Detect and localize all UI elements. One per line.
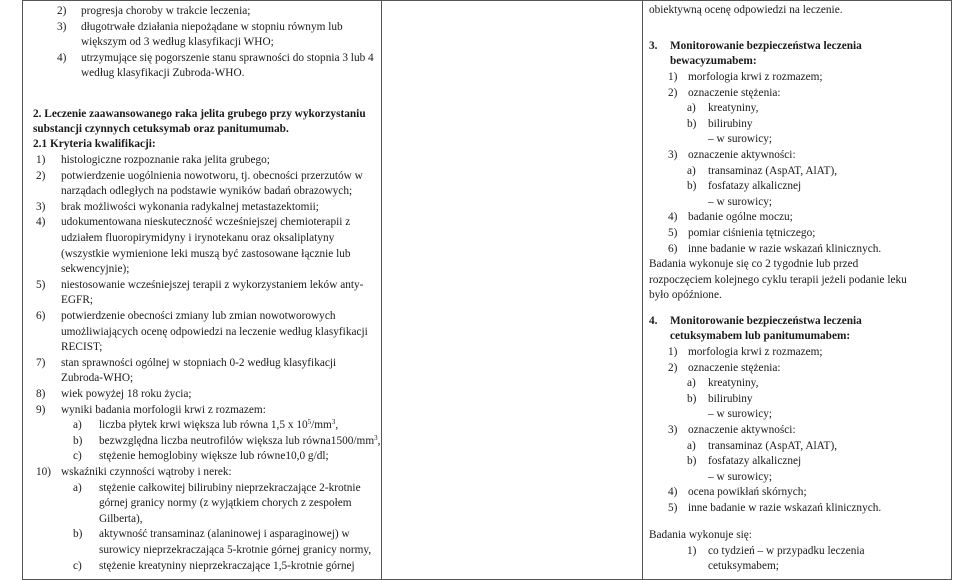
monitor-item-number: a) — [687, 164, 696, 177]
criteria-item-text: potwierdzenie uogólnienia nowotworu, tj. obecności przerzutów w — [61, 169, 363, 182]
monitor-item-number: 3) — [668, 149, 678, 161]
criteria-item-text: niestosowanie wcześniejszej terapii z wykorzystaniem leków anty- — [61, 278, 364, 291]
monitor-item-text: – w surowicy; — [708, 133, 773, 146]
organ-subitem-number: a) — [73, 481, 82, 494]
left-column-cell — [23, 1, 382, 580]
monitor-item-text: – w surowicy; — [708, 470, 773, 483]
criteria-item-text: EGFR; — [61, 294, 94, 307]
monitor-item-text: fosfatazy alkalicznej — [708, 455, 802, 468]
monitor-item-text: bilirubiny — [708, 392, 753, 405]
monitor-item-number: b) — [687, 455, 697, 468]
organ-subitem-text: górnej granicy normy (z wyjątkiem chorych z zespołem — [99, 497, 352, 510]
criteria-item-number: 8) — [36, 388, 46, 400]
organ-subitem-text: aktywność transaminaz (alaninowej i asparaginowej) w — [99, 528, 350, 541]
criteria-item-text: sekwencyjnie); — [61, 263, 130, 276]
monitor-item-text: morfologia krwi z rozmazem; — [688, 346, 823, 358]
criteria-item-text: wskaźniki czynności wątroby i nerek: — [61, 466, 232, 478]
right-column-cell — [643, 1, 952, 580]
organ-subitem-number: b) — [73, 528, 83, 541]
top-item-text: progresja choroby w trakcie leczenia; — [81, 5, 251, 17]
criteria-item-number: 3) — [36, 200, 46, 213]
monitor-item-number: 4) — [668, 211, 678, 224]
monitor-item-number: 5) — [668, 227, 678, 239]
criteria-item-text: umożliwiających ocenę odpowiedzi na leczenie według klasyfikacji — [61, 325, 368, 338]
blood-subitem-text: bezwzględna liczba neutrofilów większa lub $równa1500/mm^3$, — [99, 433, 381, 447]
monitor-item-number: b) — [687, 117, 697, 130]
criteria-item-text: narządach odległych na podstawie wyników badań obrazowych; — [61, 185, 353, 198]
monitor-item-number: 3) — [668, 424, 678, 436]
blood-subitem-text: stężenie hemoglobiny większe lub równe10,0 g/dl; — [99, 450, 329, 463]
criteria-item-text: (wszystkie wymienione leki muszą być zastosowane łącznie lub — [61, 247, 351, 260]
criteria-item-number: 10) — [36, 466, 52, 478]
schedule-note: rozpoczęciem kolejnego cyklu terapii jeżeli podanie leku — [649, 273, 907, 286]
criteria-item-text: histologiczne rozpoznanie raka jelita grubego; — [61, 154, 270, 166]
monitor-item-text: – w surowicy; — [708, 408, 773, 421]
monitor-item-text: ocena powikłań skórnych; — [688, 486, 807, 499]
section-heading-cont: substancji czynnych cetuksymab oraz panitumumab. — [33, 123, 289, 135]
superscript: 3 — [331, 418, 336, 427]
monitor-item-text: transaminaz (AspAT, AlAT), — [708, 439, 838, 452]
middle-column-cell — [382, 1, 643, 580]
monitor-item-text: badanie ogólne moczu; — [688, 211, 793, 224]
section-4-title: Monitorowanie bezpieczeństwa leczenia — [670, 315, 862, 327]
unit-tail: , — [377, 434, 381, 447]
criteria-item-text: stan sprawności ogólnej w stopniach 0-2 według klasyfikacji — [61, 356, 337, 369]
section-heading: 2. Leczenie zaawansowanego raka jelita grubego przy wykorzystaniu — [33, 108, 366, 120]
monitor-item-text: inne badanie w razie wskazań klinicznych. — [688, 502, 882, 514]
criteria-item-text: udokumentowana nieskuteczność wcześniejszej chemioterapii z — [61, 216, 351, 229]
monitor-item-number: a) — [687, 439, 696, 452]
criteria-item-text: Zubroda-WHO; — [61, 372, 134, 385]
criteria-item-number: 2) — [36, 169, 46, 182]
criteria-item-text: wiek powyżej 18 roku życia; — [61, 388, 192, 400]
unit-tail: /mm — [311, 419, 332, 432]
monitor-item-text: fosfatazy alkalicznej — [708, 180, 802, 193]
criteria-item-number: 6) — [36, 310, 46, 322]
monitor-item-text: morfologia krwi z rozmazem; — [688, 71, 823, 83]
section-4-title-cont: cetuksymabem lub panitumumabem: — [670, 330, 851, 342]
monitor-item-number: a) — [687, 377, 696, 390]
schedule-item-number: 1) — [687, 544, 697, 557]
criteria-item-number: 5) — [36, 278, 46, 291]
program-table — [22, 0, 952, 580]
monitor-item-number: 5) — [668, 502, 678, 514]
section-3-title-cont: bewacyzumabem: — [670, 55, 757, 67]
criteria-item-text: udziałem fluoropirymidyny i irynotekanu oraz oksaliplatyny — [61, 232, 335, 244]
criteria-item-number: 4) — [36, 216, 46, 229]
blood-subitem-number: c) — [73, 450, 82, 463]
organ-subitem-text: Gilberta), — [99, 512, 143, 525]
monitor-item-number: 6) — [668, 242, 678, 255]
criteria-item-text: RECIST; — [61, 341, 103, 354]
blood-subitem-number: b) — [73, 434, 83, 447]
punctuation: , — [335, 419, 339, 432]
monitor-item-text: bilirubiny — [708, 117, 753, 130]
criteria-item-number: 9) — [36, 403, 46, 416]
monitor-item-number: 1) — [668, 346, 678, 358]
monitor-item-text: kreatyniny, — [708, 102, 759, 115]
section-3-number: 3. — [649, 40, 658, 52]
top-item-text: większym od 3 według klasyfikacji WHO; — [81, 36, 274, 49]
organ-subitem-text: surowicy nieprzekraczająca 5-krotnie górnej granicy normy, — [99, 544, 372, 556]
monitor-item-text: transaminaz (AspAT, AlAT), — [708, 164, 838, 177]
criteria-item-number: 1) — [36, 154, 46, 166]
continuation-text: obiektywną ocenę odpowiedzi na leczenie. — [649, 4, 843, 16]
monitor-item-text: oznaczenie stężenia: — [688, 86, 781, 99]
criteria-subheading: 2.1 Kryteria kwalifikacji: — [33, 138, 156, 150]
monitor-item-text: inne badanie w razie wskazań klinicznych. — [688, 242, 882, 255]
blood-subitem-number: a) — [73, 419, 82, 432]
monitor-item-number: 2) — [668, 361, 678, 374]
top-item-text: według klasyfikacji Zubroda-WHO. — [81, 67, 245, 80]
criteria-item-text: brak możliwości wykonania radykalnej metastazektomii; — [61, 200, 319, 213]
section-4-number: 4. — [649, 315, 658, 327]
blood-subitem-text: liczba płytek krwi większa lub równa 1,5 x $10^5/mm^3$, — [99, 418, 339, 432]
organ-subitem-text: stężenie całkowitej bilirubiny nieprzekraczające 2-krotnie — [99, 481, 361, 494]
schedule-note: było opóźnione. — [649, 289, 722, 302]
criteria-item-number: 7) — [36, 356, 46, 369]
criteria-item-text: potwierdzenie obecności zmiany lub zmian nowotworowych — [61, 310, 336, 322]
monitor-item-number: 4) — [668, 486, 678, 499]
top-item-number: 4) — [57, 51, 67, 64]
schedule-heading: Badania wykonuje się: — [649, 529, 752, 541]
organ-subitem-number: c) — [73, 559, 82, 572]
monitor-item-text: oznaczenie aktywności: — [688, 149, 796, 161]
monitor-item-number: 1) — [668, 71, 678, 83]
superscript: 5 — [307, 418, 312, 427]
monitor-item-text: pomiar ciśnienia tętniczego; — [688, 227, 816, 239]
top-item-number: 2) — [57, 5, 67, 17]
monitor-item-number: b) — [687, 180, 697, 193]
monitor-item-text: kreatyniny, — [708, 377, 759, 390]
section-3-title: Monitorowanie bezpieczeństwa leczenia — [670, 40, 862, 52]
organ-subitem-text: stężenie kreatyniny nieprzekraczające 1,5-krotnie górnej — [99, 559, 355, 572]
monitor-item-number: 2) — [668, 86, 678, 99]
top-item-text: długotrwałe działania niepożądane w stopniu równym lub — [81, 20, 343, 33]
monitor-item-text: oznaczenie aktywności: — [688, 424, 796, 436]
top-item-number: 3) — [57, 20, 67, 33]
superscript: 3 — [374, 433, 378, 442]
top-item-text: utrzymujące się pogorszenie stanu sprawności do stopnia 3 lub 4 — [81, 51, 374, 64]
monitor-item-number: a) — [687, 102, 696, 115]
schedule-note: Badania wykonuje się co 2 tygodnie lub przed — [649, 258, 859, 271]
monitor-item-number: b) — [687, 392, 697, 405]
schedule-item-text: cetuksymabem; — [708, 560, 779, 573]
monitor-item-text: oznaczenie stężenia: — [688, 361, 781, 374]
monitor-item-text: – w surowicy; — [708, 195, 773, 208]
criteria-item-text: wyniki badania morfologii krwi z rozmazem: — [61, 403, 266, 416]
schedule-item-text: co tydzień – w przypadku leczenia — [708, 544, 865, 557]
